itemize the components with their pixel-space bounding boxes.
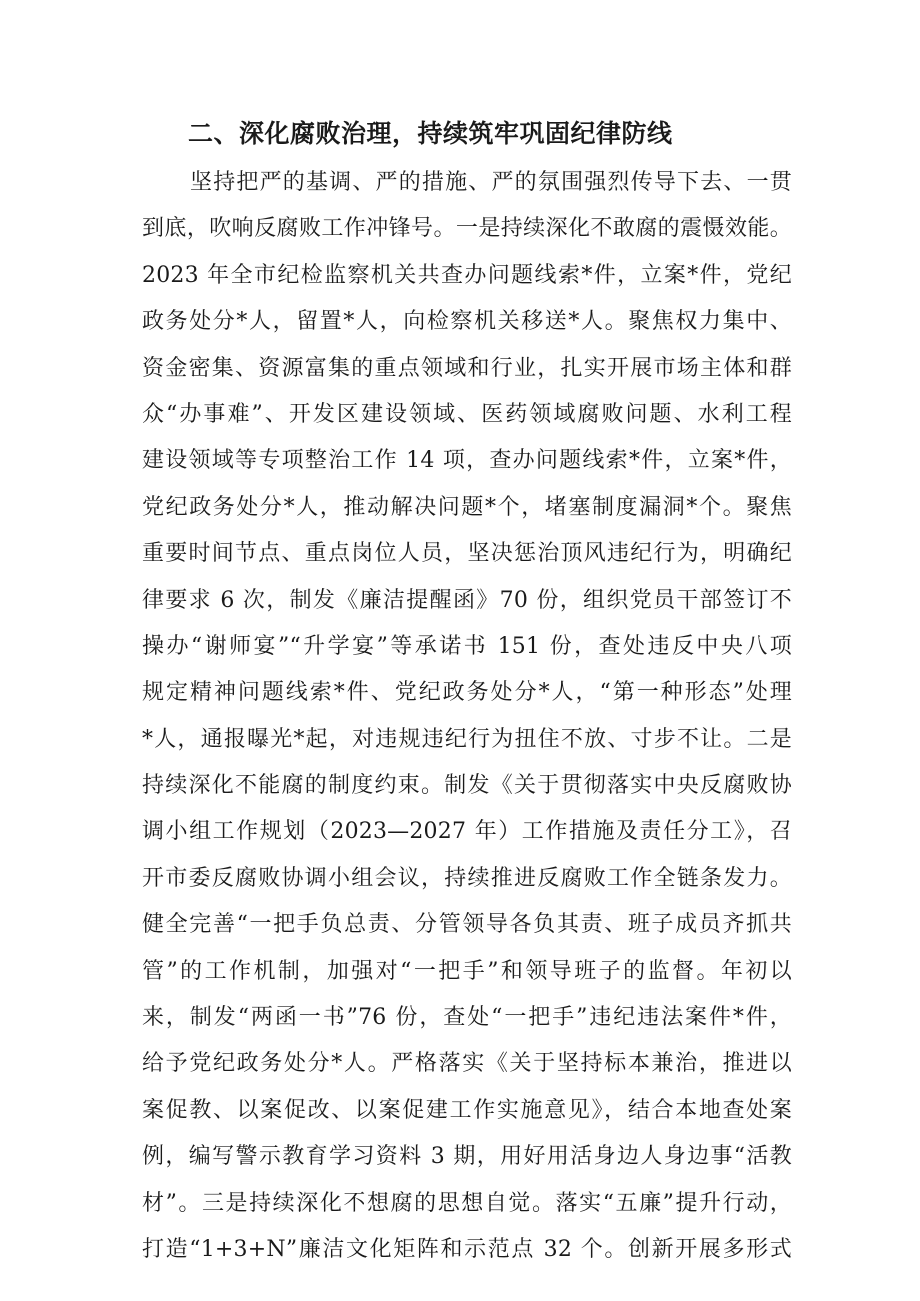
section-heading: 二、深化腐败治理，持续筑牢巩固纪律防线	[188, 119, 673, 148]
text-line: 材”。三是持续深化不想腐的思想自觉。落实“五廉”提升行动，	[142, 1190, 792, 1216]
text-line: 重要时间节点、重点岗位人员，坚决惩治顶风违纪行为，明确纪	[142, 541, 792, 567]
text-line: 规定精神问题线索*件、党纪政务处分*人，“第一种形态”处理	[142, 680, 792, 706]
text-line: 到底，吹响反腐败工作冲锋号。一是持续深化不敢腐的震慑效能。	[142, 216, 792, 242]
text-line: 持续深化不能腐的制度约束。制发《关于贯彻落实中央反腐败协	[142, 773, 792, 799]
text-line: 党纪政务处分*人，推动解决问题*个，堵塞制度漏洞*个。聚焦	[142, 494, 792, 520]
text-line: 打造“1+3+N”廉洁文化矩阵和示范点 32 个。创新开展多形式	[142, 1236, 792, 1262]
text-line: 管”的工作机制，加强对“一把手”和领导班子的监督。年初以	[142, 958, 792, 984]
body-paragraph	[142, 160, 792, 1273]
text-line: 2023 年全市纪检监察机关共查办问题线索*件，立案*件，党纪	[142, 262, 792, 288]
text-line: *人，通报曝光*起，对违规违纪行为扭住不放、寸步不让。二是	[142, 726, 792, 752]
text-line: 调小组工作规划（2023—2027 年）工作措施及责任分工》，召	[142, 819, 792, 845]
text-line: 来，制发“两函一书”76 份，查处“一把手”违纪违法案件*件，	[142, 1005, 792, 1031]
text-line: 案促教、以案促改、以案促建工作实施意见》，结合本地查处案	[142, 1097, 792, 1123]
text-line: 政务处分*人，留置*人，向检察机关移送*人。聚焦权力集中、	[142, 309, 792, 335]
text-line: 坚持把严的基调、严的措施、严的氛围强烈传导下去、一贯	[190, 170, 792, 195]
text-line: 律要求 6 次，制发《廉洁提醒函》70 份，组织党员干部签订不	[142, 587, 792, 613]
text-line: 例，编写警示教育学习资料 3 期，用好用活身边人身边事“活教	[142, 1144, 792, 1170]
text-line: 操办“谢师宴”“升学宴”等承诺书 151 份，查处违反中央八项	[142, 633, 792, 659]
text-line: 健全完善“一把手负总责、分管领导各负其责、班子成员齐抓共	[142, 912, 792, 938]
text-line: 建设领域等专项整治工作 14 项，查办问题线索*件，立案*件，	[142, 448, 792, 474]
text-line: 给予党纪政务处分*人。严格落实《关于坚持标本兼治，推进以	[142, 1051, 792, 1077]
text-line: 资金密集、资源富集的重点领域和行业，扎实开展市场主体和群	[142, 355, 792, 381]
text-line: 开市委反腐败协调小组会议，持续推进反腐败工作全链条发力。	[142, 865, 792, 891]
text-line: 众“办事难”、开发区建设领域、医药领域腐败问题、水利工程	[142, 401, 792, 427]
